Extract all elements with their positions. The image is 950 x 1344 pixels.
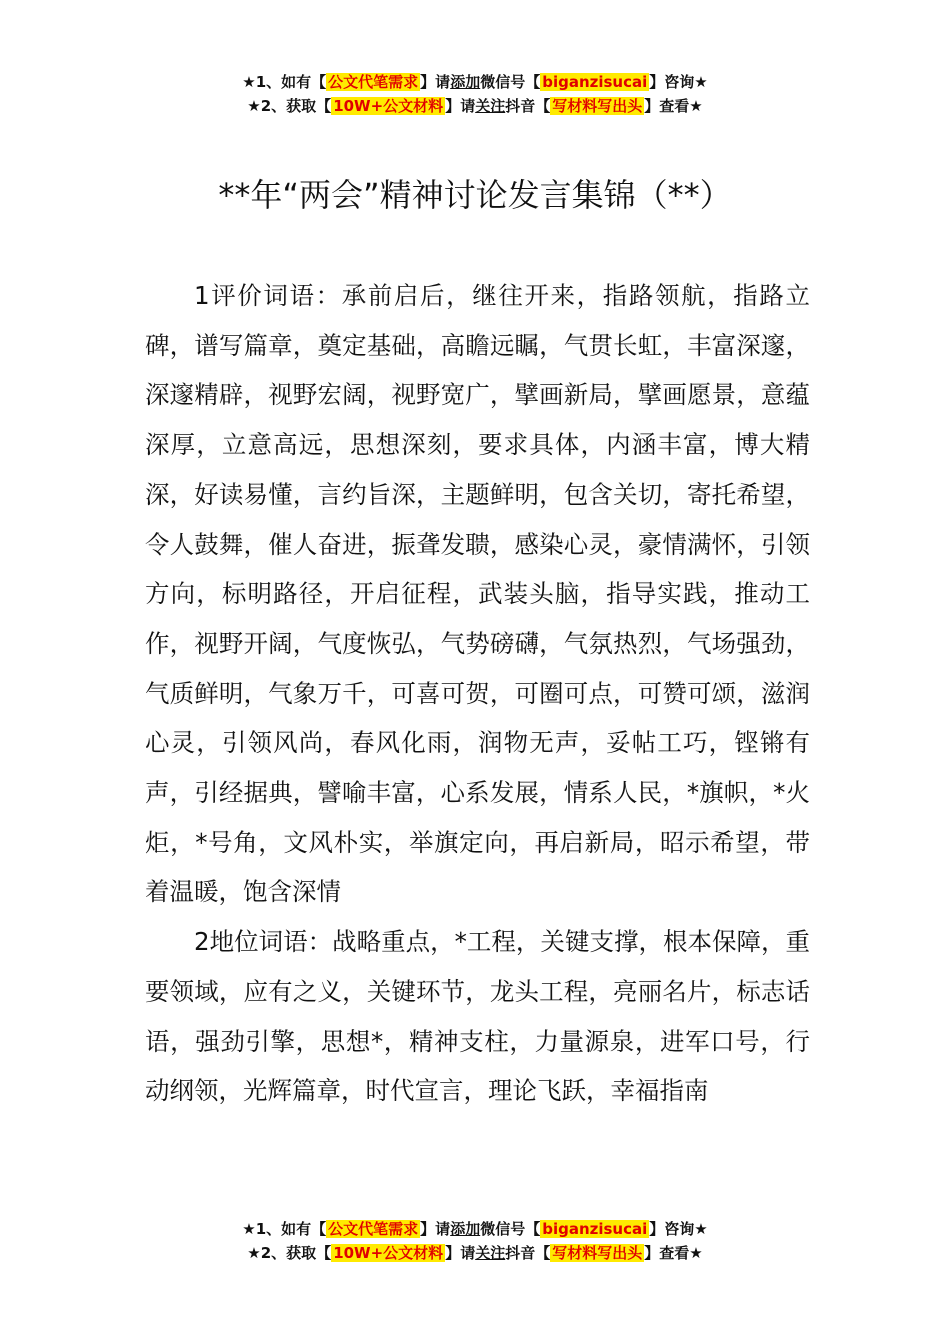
- banner-text: 】请: [445, 97, 476, 115]
- banner-text: 抖音【: [505, 97, 551, 115]
- banner-underline: 关注: [475, 97, 506, 115]
- banner-text: ★1、如有【: [242, 73, 327, 91]
- banner-text: 】查看★: [644, 1244, 703, 1262]
- banner-text: 】咨询★: [649, 1220, 708, 1238]
- banner-highlight: 10W+公文材料: [333, 1244, 444, 1262]
- banner-text: 】请: [445, 1244, 476, 1262]
- paragraph-evaluation-terms: 1评价词语：承前启后，继往开来，指路领航，指路立碑，谱写篇章，奠定基础，高瞻远瞩，气贯长虹，丰富深邃，深邃精辟，视野宏阔，视野宽广，擘画新局，擘画愿景，意蕴深厚，立意高远，思想深刻，要求具体，内涵丰富，博大精深，好读易懂，言约旨深，主题鲜明，包含关切，寄托希望，令人鼓舞，催人奋进，振聋发聩，感染心灵，豪情满怀，引领方向，标明路径，开启征程，武装头脑，指导实践，推动工作，视野开阔，气度恢弘，气势磅礴，气氛热烈，气场强劲，气质鲜明，气象万千，可喜可贺，可圈可点，可赞可颂，滋润心灵，引领风尚，春风化雨，润物无声，妥帖工巧，铿锵有声，引经据典，譬喻丰富，心系发展，情系人民，*旗帜，*火炬，*号角，文风朴实，举旗定向，再启新局，昭示希望，带着温暖，饱含深情: [145, 281, 810, 907]
- document-body: [145, 271, 810, 1116]
- banner-line-2: [0, 1241, 950, 1265]
- banner-text: 微信号【: [480, 73, 541, 91]
- banner-text: 】查看★: [644, 97, 703, 115]
- banner-text: ★1、如有【: [242, 1220, 327, 1238]
- banner-text: 】咨询★: [649, 73, 708, 91]
- banner-underline: 添加: [450, 1220, 481, 1238]
- paragraph-status-terms: 2地位词语：战略重点，*工程，关键支撑，根本保障，重要领域，应有之义，关键环节，龙头工程，亮丽名片，标志话语，强劲引擎，思想*，精神支柱，力量源泉，进军口号，行动纲领，光辉篇章，时代宣言，理论飞跃，幸福指南: [145, 927, 810, 1106]
- document-title: **年“两会”精神讨论发言集锦（**）: [218, 176, 732, 214]
- banner-underline: 添加: [450, 73, 481, 91]
- banner-text: 】请: [420, 73, 451, 91]
- banner-text: 抖音【: [505, 1244, 551, 1262]
- banner-highlight: 写材料写出头: [552, 1244, 643, 1262]
- banner-highlight: 公文代笔需求: [328, 1220, 419, 1238]
- banner-text: 】请: [420, 1220, 451, 1238]
- banner-highlight: 10W+公文材料: [333, 97, 444, 115]
- banner-line-1: [0, 70, 950, 94]
- banner-highlight: biganzisucai: [542, 1220, 648, 1238]
- footer-banner: [0, 1217, 950, 1265]
- header-banner: [0, 70, 950, 118]
- banner-text: ★2、获取【: [247, 1244, 332, 1262]
- banner-text: 微信号【: [480, 1220, 541, 1238]
- banner-text: ★2、获取【: [247, 97, 332, 115]
- banner-highlight: 写材料写出头: [552, 97, 643, 115]
- banner-line-2: [0, 94, 950, 118]
- banner-highlight: 公文代笔需求: [328, 73, 419, 91]
- banner-underline: 关注: [475, 1244, 506, 1262]
- banner-line-1: [0, 1217, 950, 1241]
- banner-highlight: biganzisucai: [542, 73, 648, 91]
